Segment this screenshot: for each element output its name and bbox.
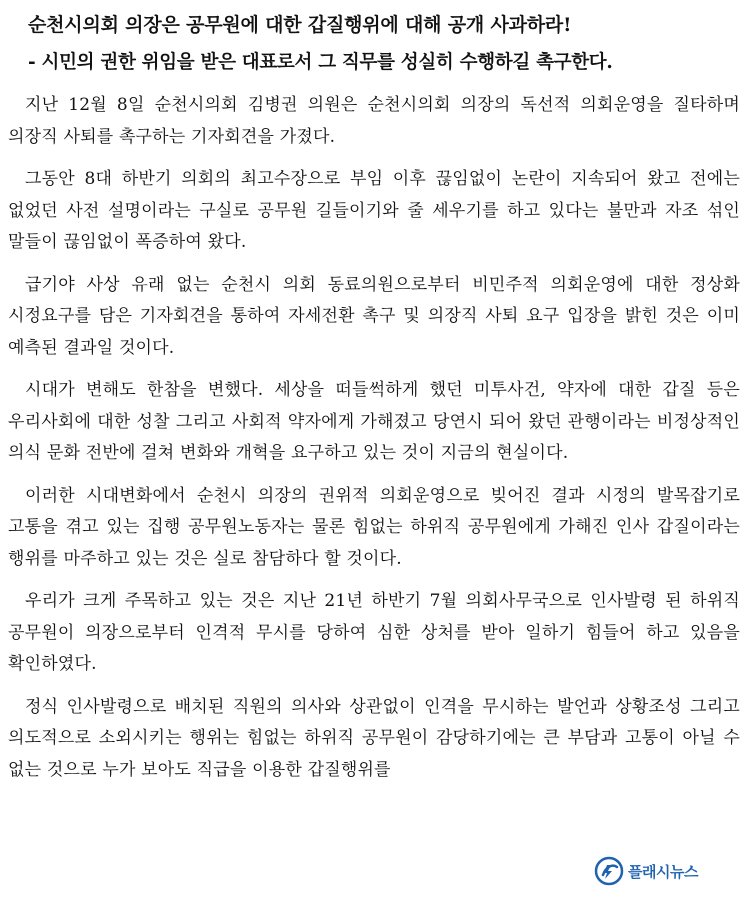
watermark-text: 플래시뉴스 [628, 862, 698, 881]
paragraph-6: 우리가 크게 주목하고 있는 것은 지난 21년 하반기 7월 의회사무국으로 인사발령 된 하위직 공무원이 의장으로부터 인격적 무시를 당하여 심한 상처를 받아 일하기 힘들어 하고 있음을 확인하였다. [8, 591, 740, 674]
paragraph-5: 이러한 시대변화에서 순천시 의장의 권위적 의회운영으로 빚어진 결과 시정의 발목잡기로 고통을 겪고 있는 집행 공무원노동자는 물론 힘없는 하위직 공무원에게 가해진 인사 갑질이라는 행위를 마주하고 있는 것은 실로 참담하다 할 것이다. [8, 485, 740, 569]
paragraph-2: 그동안 8대 하반기 의회의 최고수장으로 부임 이후 끊임없이 논란이 지속되어 왔고 전에는 없었던 사전 설명이라는 구실로 공무원 길들이기와 줄 세우기를 하고 있다는 불만과 자조 섞인 말들이 끊임없이 폭증하여 왔다. [8, 169, 740, 252]
document-subtitle: - 시민의 권한 위임을 받은 대표로서 그 직무를 성실히 수행하길 촉구한다. [28, 52, 613, 73]
paragraph-3: 급기야 사상 유래 없는 순천시 의회 동료의원으로부터 비민주적 의회운영에 대한 정상화 시정요구를 담은 기자회견을 통하여 자세전환 촉구 및 의장직 사퇴 요구 입장을 밝힌 것은 이미 예측된 결과일 것이다. [8, 274, 740, 358]
paragraph-7: 정식 인사발령으로 배치된 직원의 의사와 상관없이 인격을 무시하는 발언과 상황조성 그리고 의도적으로 소외시키는 행위는 힘없는 하위직 공무원이 감당하기에는 큰 부담과 고통이 아닐 수 없는 것으로 누가 보아도 직급을 이용한 갑질행위를 [8, 696, 740, 780]
document-body [8, 90, 740, 786]
document-title: 순천시의회 의장은 공무원에 대한 갑질행위에 대해 공개 사과하라! [28, 14, 572, 36]
paragraph-1: 지난 12월 8일 순천시의회 김병권 의원은 순천시의회 의장의 독선적 의회운영을 질타하며 의장직 사퇴를 촉구하는 기자회견을 가졌다. [8, 95, 740, 147]
watermark-logo [594, 856, 698, 886]
flash-news-logo-icon [594, 856, 624, 886]
paragraph-4: 시대가 변해도 한참을 변했다. 세상을 떠들썩하게 했던 미투사건, 약자에 대한 갑질 등은 우리사회에 대한 성찰 그리고 사회적 약자에게 가해졌고 당연시 되어 왔던 관행이라는 비정상적인 의식 문화 전반에 걸쳐 변화와 개혁을 요구하고 있는 것이 지금의 현실이다. [8, 380, 740, 463]
